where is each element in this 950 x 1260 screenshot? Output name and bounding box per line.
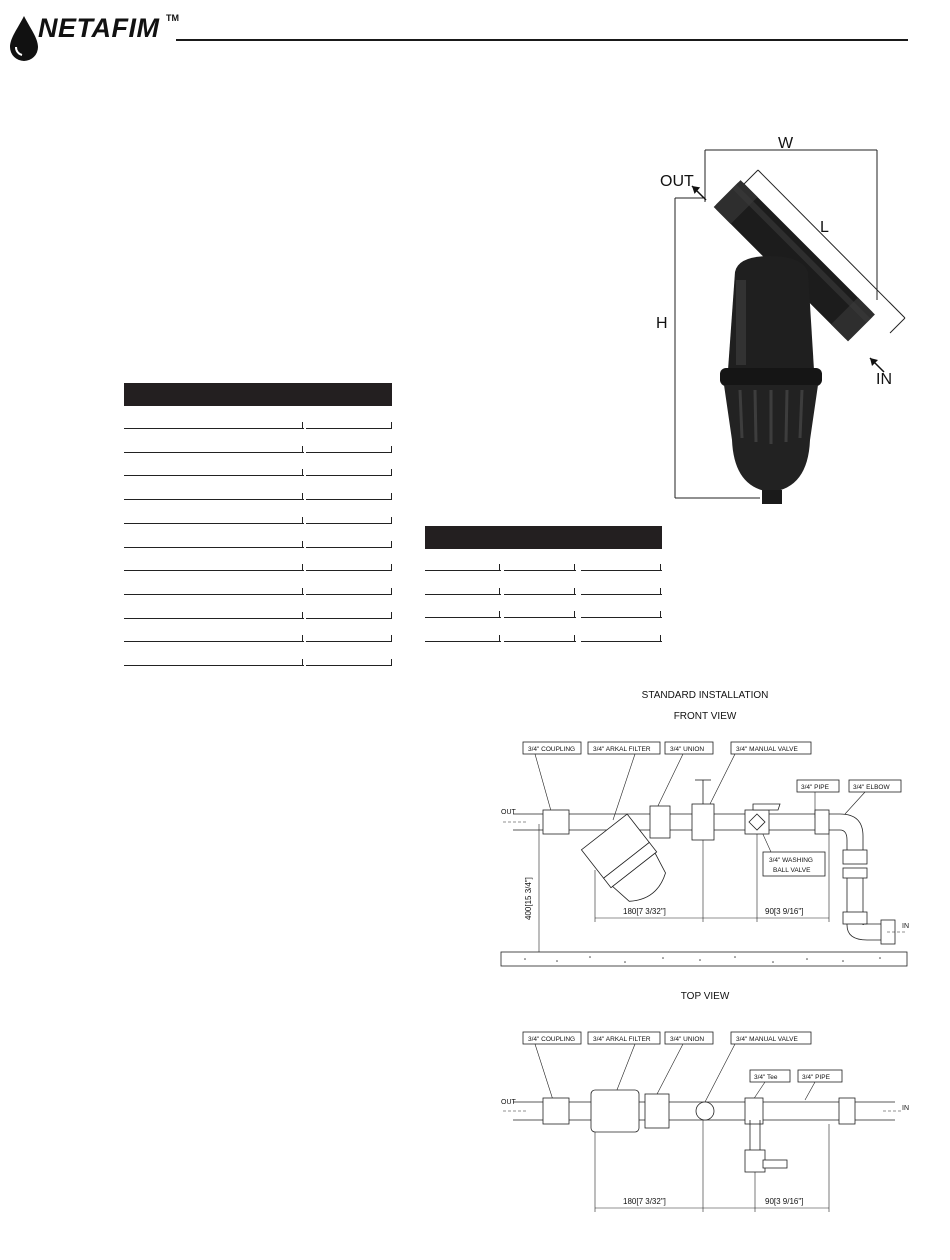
- dimension-row-tick: [499, 588, 500, 595]
- inlet-label: IN: [876, 371, 892, 388]
- trademark-mark: TM: [166, 13, 179, 23]
- top-callout-pipe: 3/4" PIPE: [802, 1074, 830, 1081]
- spec-row-value-line: [306, 523, 392, 524]
- callout-coupling: 3/4" COUPLING: [528, 746, 576, 753]
- dimension-row-line: [581, 617, 662, 618]
- dimension-row-line: [581, 641, 662, 642]
- spec-row-label-line: [124, 570, 304, 571]
- top-callout-coupling: 3/4" COUPLING: [528, 1036, 576, 1043]
- callout-pipe: 3/4" PIPE: [801, 784, 829, 791]
- dimension-row-tick: [660, 588, 661, 595]
- spec-row-label-line: [124, 523, 304, 524]
- spec-row-tick: [391, 469, 392, 476]
- spec-row-tick: [302, 446, 303, 453]
- filter-dimension-drawing: [640, 120, 910, 510]
- spec-row-tick: [391, 612, 392, 619]
- dimension-row-tick: [574, 588, 575, 595]
- spec-table-header: [124, 383, 392, 406]
- dimension-row-tick: [499, 635, 500, 642]
- dimension-row-tick: [574, 611, 575, 618]
- spec-row-tick: [302, 469, 303, 476]
- dimension-table-header: [425, 526, 662, 549]
- header-rule: [176, 39, 908, 41]
- spec-row-label-line: [124, 428, 304, 429]
- dimension-row-line: [581, 570, 662, 571]
- spec-row-tick: [302, 588, 303, 595]
- ground-slab: [501, 952, 907, 966]
- top-callout-arkal-filter: 3/4" ARKAL FILTER: [593, 1036, 651, 1043]
- spec-row-tick: [391, 541, 392, 548]
- spec-row-tick: [391, 635, 392, 642]
- dimension-row-line: [425, 641, 501, 642]
- installation-title: STANDARD INSTALLATION: [641, 690, 769, 701]
- front-view-drawing: [495, 730, 915, 975]
- spec-row-value-line: [306, 665, 392, 666]
- spec-row-tick: [391, 564, 392, 571]
- callout-arkal-filter: 3/4" ARKAL FILTER: [593, 746, 651, 753]
- width-label: W: [778, 135, 794, 152]
- dimension-row-line: [425, 570, 501, 571]
- spec-row-tick: [302, 635, 303, 642]
- dimension-row-tick: [499, 611, 500, 618]
- outlet-label: OUT: [660, 173, 694, 190]
- dimension-row-line: [504, 594, 576, 595]
- spec-row-tick: [302, 517, 303, 524]
- dimension-row-tick: [660, 611, 661, 618]
- top-dim-90: 90[3 9/16"]: [765, 1197, 804, 1206]
- dimension-row-line: [425, 617, 501, 618]
- top-in-label: IN: [902, 1105, 909, 1112]
- spec-row-label-line: [124, 499, 304, 500]
- front-dim-180: 180[7 3/32"]: [623, 907, 666, 916]
- dimension-row-tick: [574, 564, 575, 571]
- spec-row-value-line: [306, 452, 392, 453]
- front-dim-90: 90[3 9/16"]: [765, 907, 804, 916]
- spec-row-value-line: [306, 618, 392, 619]
- front-out-label: OUT: [501, 809, 516, 816]
- spec-row-label-line: [124, 475, 304, 476]
- spec-row-value-line: [306, 641, 392, 642]
- spec-row-tick: [302, 659, 303, 666]
- spec-row-value-line: [306, 428, 392, 429]
- dimension-row-line: [504, 641, 576, 642]
- top-callout-manual-valve: 3/4" MANUAL VALVE: [736, 1036, 798, 1043]
- spec-row-label-line: [124, 452, 304, 453]
- front-dim-400: 400[15 3/4"]: [524, 877, 533, 920]
- top-view-drawing: [495, 1020, 915, 1220]
- spec-row-tick: [302, 564, 303, 571]
- water-drop-icon: [6, 14, 42, 64]
- dimension-row-line: [581, 594, 662, 595]
- height-label: H: [656, 315, 668, 332]
- spec-row-label-line: [124, 665, 304, 666]
- dimension-row-tick: [499, 564, 500, 571]
- spec-row-tick: [302, 493, 303, 500]
- spec-row-tick: [391, 422, 392, 429]
- spec-row-value-line: [306, 475, 392, 476]
- dimension-row-tick: [660, 635, 661, 642]
- dimension-row-line: [504, 570, 576, 571]
- spec-row-value-line: [306, 594, 392, 595]
- spec-row-tick: [302, 541, 303, 548]
- spec-row-label-line: [124, 618, 304, 619]
- top-out-label: OUT: [501, 1099, 516, 1106]
- callout-manual-valve: 3/4" MANUAL VALVE: [736, 746, 798, 753]
- dimension-row-line: [425, 594, 501, 595]
- spec-row-label-line: [124, 547, 304, 548]
- spec-row-tick: [302, 612, 303, 619]
- front-in-label: IN: [902, 923, 909, 930]
- spec-row-tick: [391, 493, 392, 500]
- dimension-row-tick: [574, 635, 575, 642]
- spec-row-label-line: [124, 594, 304, 595]
- top-view-title: TOP VIEW: [680, 991, 730, 1002]
- callout-union: 3/4" UNION: [670, 746, 705, 753]
- spec-row-tick: [391, 659, 392, 666]
- washing-valve-label-2: BALL VALVE: [773, 867, 811, 874]
- spec-row-tick: [302, 422, 303, 429]
- callout-elbow: 3/4" ELBOW: [853, 784, 890, 791]
- brand-name: NETAFIM: [38, 13, 160, 43]
- spec-row-tick: [391, 446, 392, 453]
- spec-row-value-line: [306, 499, 392, 500]
- spec-row-value-line: [306, 547, 392, 548]
- dimension-row-line: [504, 617, 576, 618]
- top-callout-union: 3/4" UNION: [670, 1036, 705, 1043]
- spec-row-label-line: [124, 641, 304, 642]
- top-dim-180: 180[7 3/32"]: [623, 1197, 666, 1206]
- spec-row-tick: [391, 517, 392, 524]
- length-label: L: [820, 219, 829, 236]
- washing-valve-label-1: 3/4" WASHING: [769, 857, 813, 864]
- top-callout-tee: 3/4" Tee: [754, 1074, 778, 1081]
- spec-row-tick: [391, 588, 392, 595]
- spec-row-value-line: [306, 570, 392, 571]
- dimension-row-tick: [660, 564, 661, 571]
- front-view-title: FRONT VIEW: [673, 711, 737, 722]
